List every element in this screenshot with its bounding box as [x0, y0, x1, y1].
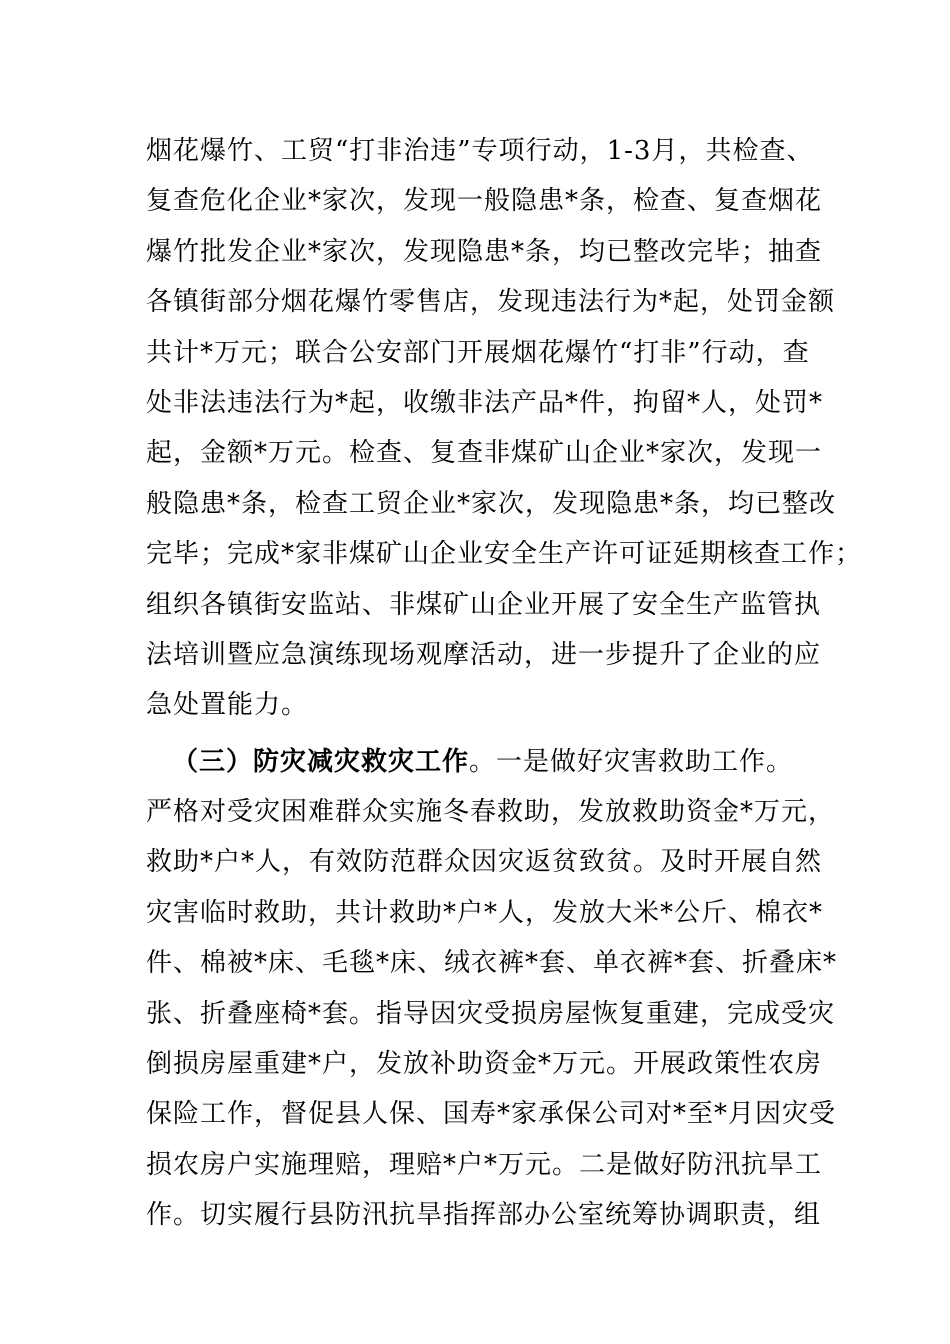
text-line: 完毕；完成*家非煤矿山企业安全生产许可证延期核查工作； — [146, 539, 863, 570]
text-line: 般隐患*条，检查工贸企业*家次，发现隐患*条，均已整改 — [146, 488, 837, 519]
text-line: 起，金额*万元。检查、复查非煤矿山企业*家次，发现一 — [146, 438, 823, 469]
text-line: 件、棉被*床、毛毯*床、绒衣裤*套、单衣裤*套、折叠床* — [146, 948, 838, 979]
text-line: 倒损房屋重建*户，发放补助资金*万元。开展政策性农房 — [146, 1049, 823, 1080]
text-line: 复查危化企业*家次，发现一般隐患*条，检查、复查烟花 — [146, 186, 823, 217]
text-line: 爆竹批发企业*家次，发现隐患*条，均已整改完毕；抽查 — [146, 236, 823, 267]
paragraph-hazard-inspection — [146, 126, 863, 731]
section-heading: （三）防灾减灾救灾工作 — [172, 746, 470, 777]
text-line: 法培训暨应急演练现场观摩活动，进一步提升了企业的应 — [146, 639, 822, 670]
document-body — [146, 126, 863, 1241]
text-line: 组织各镇街安监站、非煤矿山企业开展了安全生产监管执 — [146, 589, 822, 620]
text-line: 救助*户*人，有效防范群众因灾返贫致贫。及时开展自然 — [146, 847, 823, 878]
text-line: 急处置能力。 — [146, 690, 309, 721]
heading-continuation: 。一是做好灾害救助工作。 — [469, 746, 794, 777]
text-line: 张、折叠座椅*套。指导因灾受损房屋恢复重建，完成受灾 — [146, 998, 836, 1029]
text-line-first — [146, 737, 816, 787]
text-line: 烟花爆竹、工贸“打非治违”专项行动，1-3月，共检查、 — [146, 136, 814, 166]
text-line: 损农房户实施理赔，理赔*户*万元。二是做好防汛抗旱工 — [146, 1149, 823, 1180]
text-line: 灾害临时救助，共计救助*户*人，发放大米*公斤、棉衣* — [146, 897, 824, 928]
text-line: 作。切实履行县防汛抗旱指挥部办公室统筹协调职责，组 — [146, 1200, 822, 1231]
text-line: 严格对受灾困难群众实施冬春救助，发放救助资金*万元， — [146, 797, 836, 828]
paragraph-disaster-relief — [146, 737, 838, 1241]
text-line: 共计*万元；联合公安部门开展烟花爆竹“打非”行动，查 — [146, 337, 810, 368]
text-line: 处非法违法行为*起，收缴非法产品*件，拘留*人，处罚* — [146, 387, 824, 418]
text-line: 保险工作，督促县人保、国寿*家承保公司对*至*月因灾受 — [146, 1099, 837, 1130]
text-line: 各镇街部分烟花爆竹零售店，发现违法行为*起，处罚金额 — [146, 287, 836, 318]
